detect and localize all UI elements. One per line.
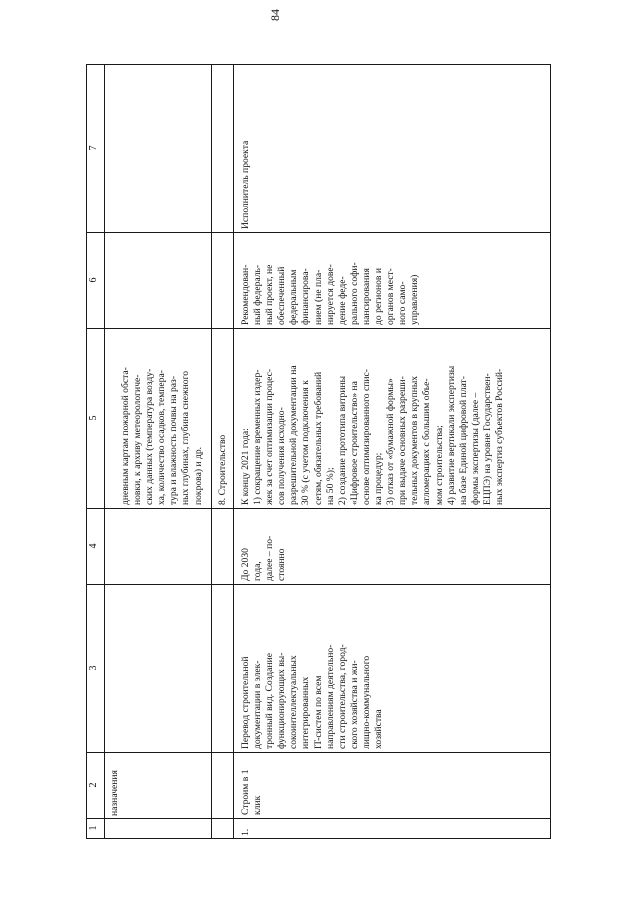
table-border-left [86,64,87,839]
table-border-top [86,64,551,65]
col-line-2-1 [86,818,551,819]
header-row-line [104,64,105,839]
col-line-5-4 [86,508,551,509]
row1-funding: Рекомендован- ный федераль- ный проект, не обеспеченный федеральным финансирова- нием (не пла- нируется дове- дение феде- рального софи- нансирования до регионов и органов мест- ного само- управления) [240,262,420,325]
page-number: 84 [267,9,282,21]
header-col-4: 4 [88,543,99,549]
section-row-bottom-line [233,64,234,839]
header-col-1: 1 [88,825,99,831]
header-col-6: 6 [88,277,99,283]
top-row-col5-text: дневным картам пожарной обста- новки, к архиву метеорологиче- ских данных (температура возду- ха, количество осадков, темпера- тура и влажность почвы на раз- ных глубинах, глубина снежного покрова) и др. [120,367,204,505]
header-col-2: 2 [88,782,99,788]
row1-result: К концу 2021 года: 1) сокращение временных издер- жек за счет оптимизации процес- сов получения исходно- разрешительной документации на 30 % (с учетом подключения к сетям, обязательных требований на 50 %); 2) создание прототипа витрины «Цифровое строительство» на основе оптимизированного спис- ка процедур; 3) отказ от «бумажной формы» при выдаче основных разреши- тельных документов в крупных агломерациях с большим объе- мом строительства; 4) развитие вертикали экспертизы на базе Единой цифровой плат- формы экспертизы (далее – ЕЦПЭ) на уровне Государствен- ных экспертиз субъектов Россий- [240,365,505,505]
top-row-col2-text: назначения [109,770,120,816]
row1-executor: Исполнитель проекта [240,140,251,229]
header-col-5: 5 [88,415,99,421]
table-border-right [550,64,551,839]
header-col-3: 3 [88,665,99,671]
row1-number: 1. [240,828,251,836]
row1-measure: Перевод строительной документации в элек- тронный вид. Создание функционирующих вы- сокоинтеллектуальных интегрированных IT-систем по всем направлениям деятельно- сти строительства, город- ского хозяйства и жи- лищно-коммунального хозяйства [240,644,385,749]
section-title: 8. Строительство [217,434,228,505]
top-row-bottom-line [211,64,212,839]
row1-name: Строим в 1 клик [240,769,264,815]
row1-term: До 2030 года, далее – по- стоянно [240,535,288,581]
header-col-7: 7 [88,145,99,151]
table-border-bottom [86,838,551,839]
